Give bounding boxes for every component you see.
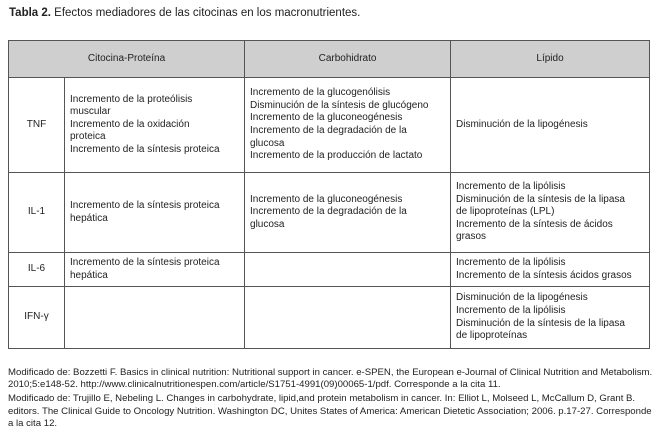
cell-line: Incremento de la síntesis ácidos grasos [456, 269, 632, 281]
cell-line: Disminución de la síntesis de glucógeno [250, 99, 429, 111]
row-label: IL-6 [9, 253, 65, 287]
table-notes [8, 367, 653, 432]
cell-line: Incremento de la oxidación [70, 118, 190, 130]
cell-line: hepática [70, 212, 108, 224]
cell-line: Incremento de la glucogenólisis [250, 87, 391, 99]
caption-text: Efectos mediadores de las citocinas en los macronutrientes. [54, 7, 361, 19]
cell-line: proteica [70, 131, 106, 143]
cell-proteina [65, 253, 245, 287]
cell-line: Incremento de la lipólisis [456, 256, 566, 268]
cell-proteina [65, 287, 245, 349]
cell-line: Incremento de la síntesis proteica [70, 143, 220, 155]
cell-line: Disminución de la lipogénesis [456, 118, 588, 130]
cell-line: glucosa [250, 137, 285, 149]
cell-proteina [65, 173, 245, 253]
header-lipido: Lípido [451, 41, 650, 78]
row-label: IL-1 [9, 173, 65, 253]
cell-line: Disminución de la lipogénesis [456, 292, 588, 304]
cell-lipido [451, 253, 650, 287]
cell-line: Incremento de la síntesis proteica [70, 199, 220, 211]
cell-line: Incremento de la producción de lactato [250, 150, 423, 162]
cell-line: Incremento de la degradación de la [250, 125, 407, 136]
row-label: TNF [9, 78, 65, 173]
cell-line: Disminución de la síntesis de la lipasa [456, 317, 625, 329]
cell-line: Incremento de la gluconeogénesis [250, 193, 403, 205]
cell-line: grasos [456, 231, 487, 243]
table-row [9, 253, 650, 287]
cell-line: Incremento de la lipólisis [456, 181, 566, 193]
cell-line: hepática [70, 269, 108, 281]
table-caption [9, 7, 360, 19]
cell-carbohidrato [245, 78, 451, 173]
cell-lipido [451, 78, 650, 173]
header-citocina-proteina: Citocina-Proteína [9, 41, 245, 78]
row-label: IFN-γ [9, 287, 65, 349]
cell-carbohidrato [245, 253, 451, 287]
note-bozzetti: Modificado de: Bozzetti F. Basics in clinical nutrition: Nutritional support in cancer. e-SPEN, the European e-Journal of Clinical Nutrition and Metabolism. 2010;5:e148-52. http://www.clinicalnutritionespen.com/article/S1751-4991(09)00065-1/pdf. Corresponde a la cita 11. [8, 367, 653, 391]
cell-line: glucosa [250, 218, 285, 230]
cell-line: Incremento de la síntesis proteica [70, 256, 220, 268]
cell-carbohidrato [245, 173, 451, 253]
cell-lipido [451, 287, 650, 349]
table-row [9, 287, 650, 349]
cell-proteina [65, 78, 245, 173]
note-trujillo: Modificado de: Trujillo E, Nebeling L. Changes in carbohydrate, lipid,and protein metabolism in cancer. In: Elliot L, Molseed L, McCallum D, Grant B. editors. The Clinical Guide to Oncology Nutrition. Washington DC, Unites States of America: American Dietetic Association; 2006. p.17-27. Corresponde a la cita 12. [8, 393, 652, 429]
cell-line: Incremento de la gluconeogénesis [250, 112, 403, 124]
table-header-row [9, 41, 650, 78]
cell-line: Disminución de la síntesis de la lipasa [456, 193, 625, 205]
header-carbohidrato: Carbohidrato [245, 41, 451, 78]
cell-line: de lipoproteínas (LPL) [456, 206, 555, 218]
table-row [9, 78, 650, 173]
cytokine-table [8, 40, 650, 349]
caption-label: Tabla 2. [9, 7, 51, 19]
cell-line: Incremento de la degradación de la [250, 206, 407, 218]
cell-lipido [451, 173, 650, 253]
cell-line: Incremento de la lipólisis [456, 304, 566, 316]
cell-line: Incremento de la proteólisis [70, 93, 193, 105]
cell-line: Incremento de la síntesis de ácidos [456, 218, 613, 230]
table-row [9, 173, 650, 253]
cell-line: muscular [70, 106, 111, 118]
cell-line: de lipoproteínas [456, 330, 528, 342]
cell-carbohidrato [245, 287, 451, 349]
